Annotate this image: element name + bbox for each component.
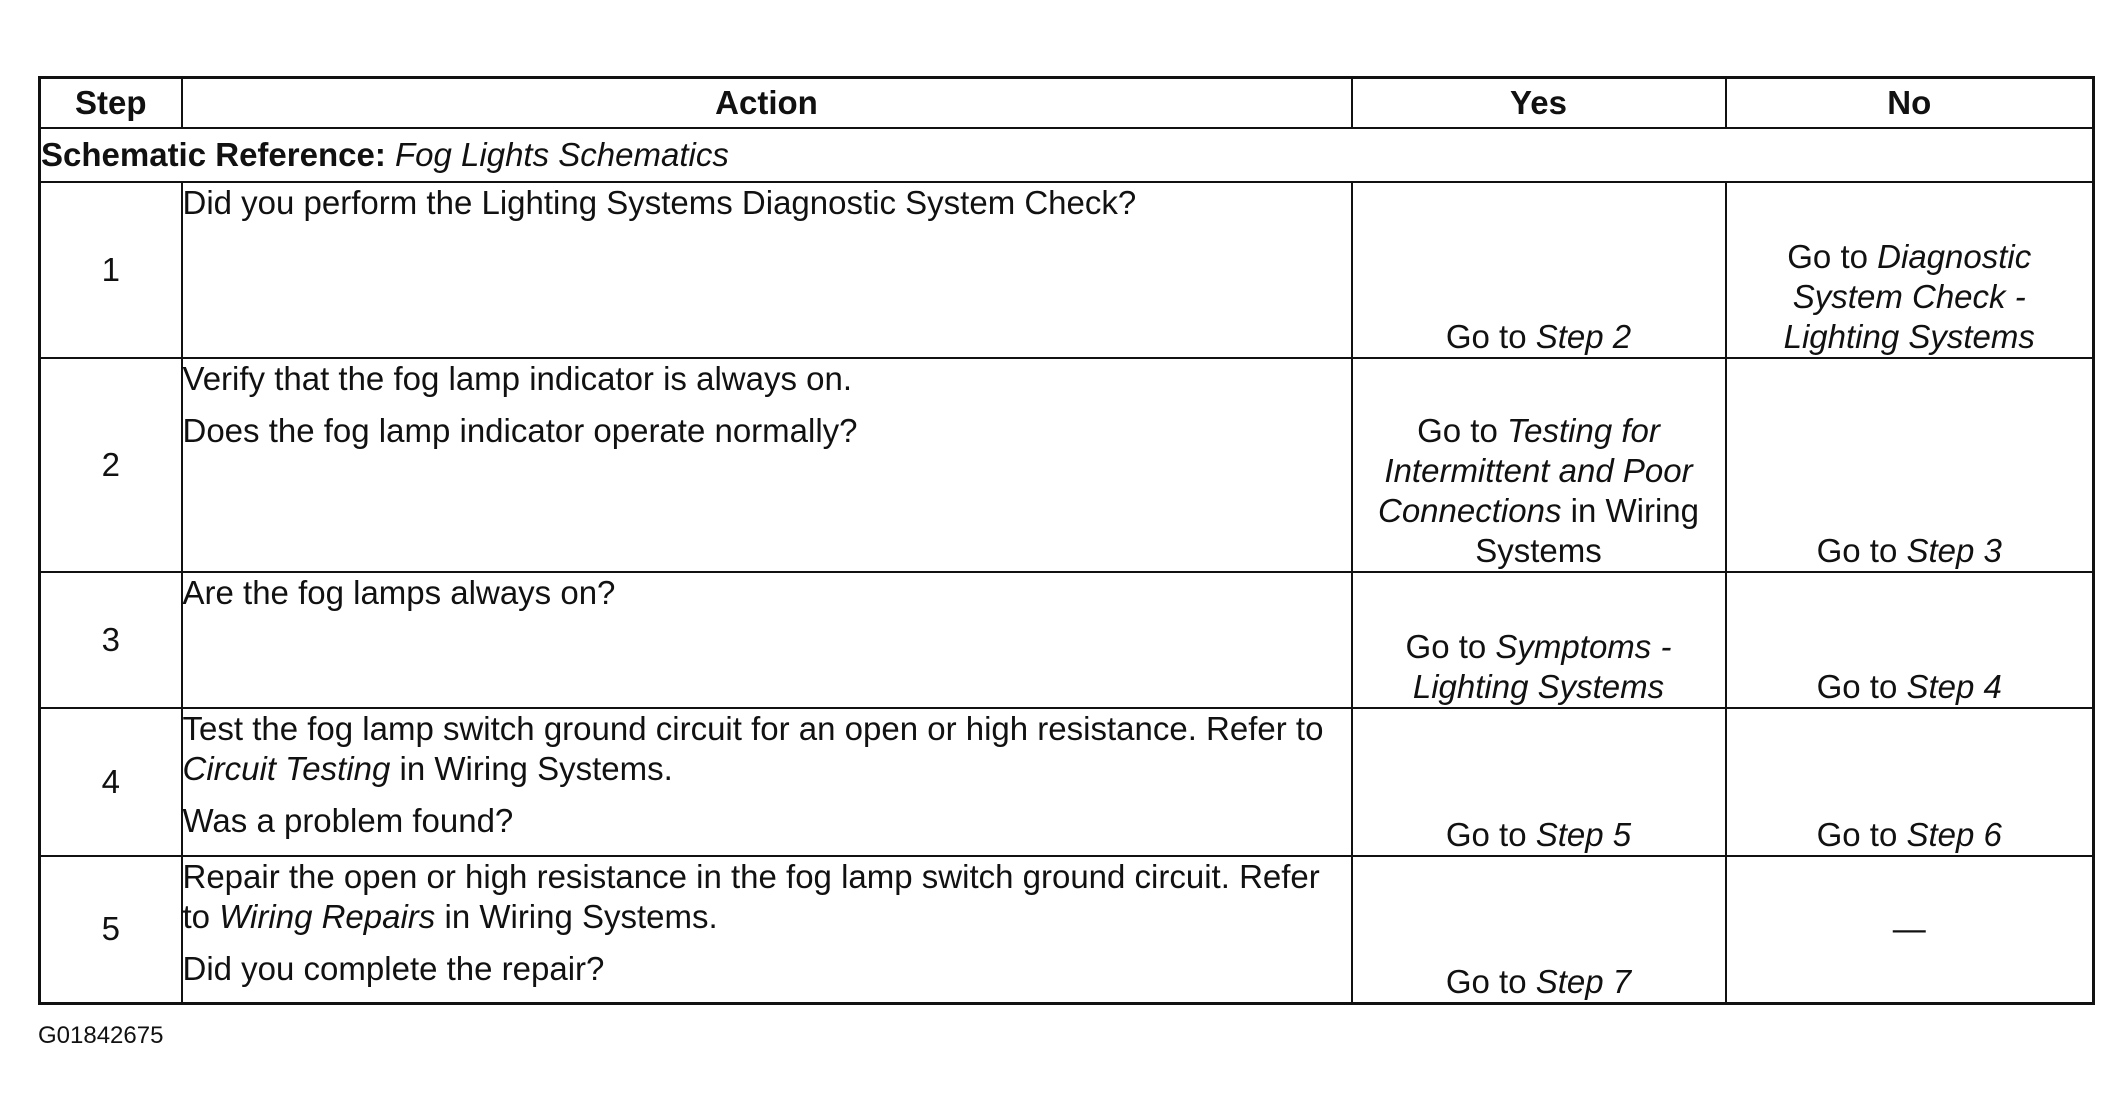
- header-no: No: [1726, 78, 2094, 128]
- yes-text: Go to: [1445, 815, 1536, 853]
- schematic-link[interactable]: Fog Lights Schematics: [395, 135, 729, 173]
- yes-cell: [1352, 358, 1726, 572]
- yes-text: Go to: [1405, 627, 1496, 665]
- action-cell: [182, 856, 1352, 1004]
- action-text: [183, 857, 1351, 937]
- no-link[interactable]: Diagnostic System Check - Lighting Systems: [1783, 237, 2035, 355]
- step-number: 2: [40, 358, 182, 572]
- action-question: Are the fog lamps always on?: [182, 573, 616, 611]
- header-action: Action: [182, 78, 1352, 128]
- action-text-part: Test the fog lamp switch ground circuit for an open or high resistance. Refer to: [182, 709, 1324, 747]
- action-cell: [182, 572, 1352, 708]
- action-question: Did you complete the repair?: [182, 949, 605, 987]
- action-text-part: in Wiring Systems.: [390, 749, 673, 787]
- yes-link[interactable]: Step 7: [1535, 963, 1632, 1000]
- table-row: [40, 182, 2094, 358]
- no-cell: [1726, 572, 2094, 708]
- yes-link[interactable]: Testing for Intermittent and Poor Connections: [1378, 411, 1693, 529]
- step-number: 4: [40, 708, 182, 856]
- table-row: [40, 358, 2094, 572]
- table-row: [40, 572, 2094, 708]
- yes-cell: [1352, 182, 1726, 358]
- step-number: 5: [40, 856, 182, 1004]
- action-cell: [182, 182, 1352, 358]
- yes-link[interactable]: Step 5: [1535, 815, 1632, 853]
- action-cell: [182, 708, 1352, 856]
- yes-suffix: in Wiring Systems: [1475, 491, 1699, 569]
- no-link[interactable]: Step 4: [1906, 667, 2002, 705]
- no-cell: [1726, 708, 2094, 856]
- no-link[interactable]: Step 3: [1906, 531, 2002, 569]
- schematic-label: Schematic Reference:: [41, 135, 386, 173]
- no-cell: [1726, 182, 2094, 358]
- table-row: [40, 708, 2094, 856]
- action-text: Did you perform the Lighting Systems Diagnostic System Check?: [182, 183, 1137, 221]
- action-question: Was a problem found?: [182, 801, 514, 839]
- no-cell: —: [1726, 856, 2094, 1004]
- yes-link[interactable]: Step 2: [1535, 317, 1632, 355]
- no-text: Go to: [1816, 531, 1907, 569]
- yes-cell: [1352, 572, 1726, 708]
- action-link[interactable]: Wiring Repairs: [219, 897, 436, 935]
- no-cell: [1726, 358, 2094, 572]
- header-yes: Yes: [1352, 78, 1726, 128]
- yes-link[interactable]: Symptoms - Lighting Systems: [1412, 627, 1672, 705]
- yes-cell: [1352, 856, 1726, 1004]
- action-text-part: Repair the open or high resistance in the fog lamp switch ground circuit. Refer to: [182, 857, 1320, 935]
- schematic-row: [40, 128, 2094, 182]
- action-link[interactable]: Circuit Testing: [182, 749, 391, 787]
- header-row: [40, 78, 2094, 128]
- header-step: Step: [40, 78, 182, 128]
- action-question: Does the fog lamp indicator operate normally?: [182, 411, 858, 449]
- action-text: Verify that the fog lamp indicator is always on.: [182, 359, 853, 397]
- step-number: 1: [40, 182, 182, 358]
- step-number: 3: [40, 572, 182, 708]
- no-text: Go to: [1816, 667, 1907, 705]
- diagnostic-table: [38, 76, 2095, 1005]
- yes-text: Go to: [1417, 411, 1507, 449]
- action-text-part: in Wiring Systems.: [435, 897, 718, 935]
- no-text: Go to: [1816, 815, 1907, 853]
- no-text: Go to: [1787, 237, 1878, 275]
- no-link[interactable]: Step 6: [1906, 815, 2002, 853]
- yes-text: Go to: [1445, 317, 1536, 355]
- schematic-reference: [40, 128, 2094, 182]
- action-text: [183, 709, 1351, 789]
- yes-cell: [1352, 708, 1726, 856]
- table-row: [40, 856, 2094, 1004]
- figure-id: G01842675: [38, 1022, 164, 1049]
- yes-text: Go to: [1445, 963, 1536, 1000]
- action-cell: [182, 358, 1352, 572]
